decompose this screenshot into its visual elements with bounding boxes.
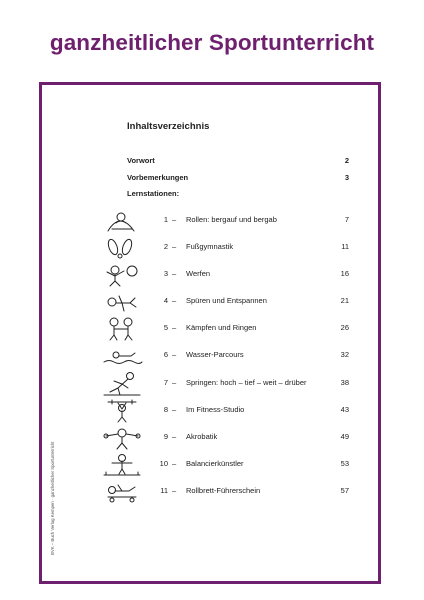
feet-icon [100, 234, 144, 261]
toc-front-label: Vorwort [127, 156, 155, 165]
water-course-icon [100, 342, 144, 369]
entry-dash: – [172, 215, 177, 224]
entry-title: Spüren und Entspannen [186, 296, 267, 305]
fitness-child-icon [100, 397, 144, 424]
entry-page: 32 [340, 350, 349, 359]
entry-number: 1 [163, 215, 168, 224]
toc-heading: Inhaltsverzeichnis [127, 121, 210, 132]
entry-number: 4 [163, 296, 168, 305]
entry-page: 26 [340, 323, 349, 332]
toc-entry [100, 397, 349, 424]
entry-dash: – [172, 296, 177, 305]
entry-title: Fußgymnastik [186, 242, 234, 251]
toc-front-label: Lernstationen: [127, 189, 180, 198]
entry-page: 7 [344, 215, 349, 224]
entry-dash: – [172, 350, 177, 359]
jumping-child-icon [100, 370, 144, 397]
entry-number: 9 [163, 432, 168, 441]
throwing-child-icon [100, 261, 144, 288]
side-copyright-note: BVK – Buch Verlag Kempen · ganzheitlicher Sportunterricht [50, 441, 55, 555]
entry-dash: – [172, 242, 177, 251]
entry-page: 57 [340, 486, 349, 495]
entry-dash: – [172, 378, 177, 387]
skateboard-child-icon [100, 478, 144, 505]
entry-page: 38 [340, 378, 349, 387]
entry-dash: – [172, 323, 177, 332]
entry-number: 8 [163, 405, 168, 414]
entry-page: 11 [341, 242, 349, 251]
page-title: ganzheitlicher Sportunterricht [49, 30, 375, 55]
entry-page: 49 [340, 432, 349, 441]
rolling-child-icon [100, 207, 144, 234]
entry-page: 16 [340, 269, 349, 278]
toc-entry [100, 451, 349, 478]
entry-dash: – [172, 405, 177, 414]
entry-dash: – [172, 486, 177, 495]
cover-frame [39, 82, 381, 584]
entry-dash: – [172, 432, 177, 441]
relaxing-child-icon [100, 288, 144, 315]
entry-title: Im Fitness-Studio [186, 405, 245, 414]
toc-entry [100, 424, 349, 451]
entry-number: 5 [163, 323, 168, 332]
entry-title: Werfen [186, 269, 211, 278]
entry-title: Akrobatik [186, 432, 218, 441]
toc-entry [100, 207, 349, 234]
entry-number: 10 [159, 459, 168, 468]
toc-entry [100, 370, 349, 397]
toc-front-page: 2 [344, 156, 349, 165]
balancing-child-icon [100, 451, 144, 478]
entry-page: 43 [340, 405, 349, 414]
toc-entry [100, 261, 349, 288]
entry-number: 7 [163, 378, 168, 387]
entry-number: 2 [163, 242, 168, 251]
toc-entry [100, 234, 349, 261]
acrobatics-icon [100, 424, 144, 451]
entry-number: 6 [163, 350, 168, 359]
entry-dash: – [172, 459, 177, 468]
entry-dash: – [172, 269, 177, 278]
entry-title: Springen: hoch – tief – weit – drüber [186, 378, 307, 387]
entry-title: Rollbrett-Führerschein [186, 486, 261, 495]
toc-front-row [127, 173, 349, 185]
entry-page: 53 [340, 459, 349, 468]
toc-entry [100, 478, 349, 505]
toc-entry [100, 315, 349, 342]
entry-title: Wasser-Parcours [186, 350, 244, 359]
wrestling-children-icon [100, 315, 144, 342]
entry-number: 3 [163, 269, 168, 278]
entry-title: Balancierkünstler [186, 459, 244, 468]
toc-front-row [127, 189, 349, 201]
toc-front-row [127, 156, 349, 168]
toc-front-page: 3 [344, 173, 349, 182]
entry-title: Rollen: bergauf und bergab [186, 215, 277, 224]
entry-page: 21 [340, 296, 349, 305]
entry-number: 11 [160, 486, 168, 495]
toc-entry [100, 342, 349, 369]
toc-entry [100, 288, 349, 315]
entry-title: Kämpfen und Ringen [186, 323, 257, 332]
toc-front-label: Vorbemerkungen [127, 173, 189, 182]
